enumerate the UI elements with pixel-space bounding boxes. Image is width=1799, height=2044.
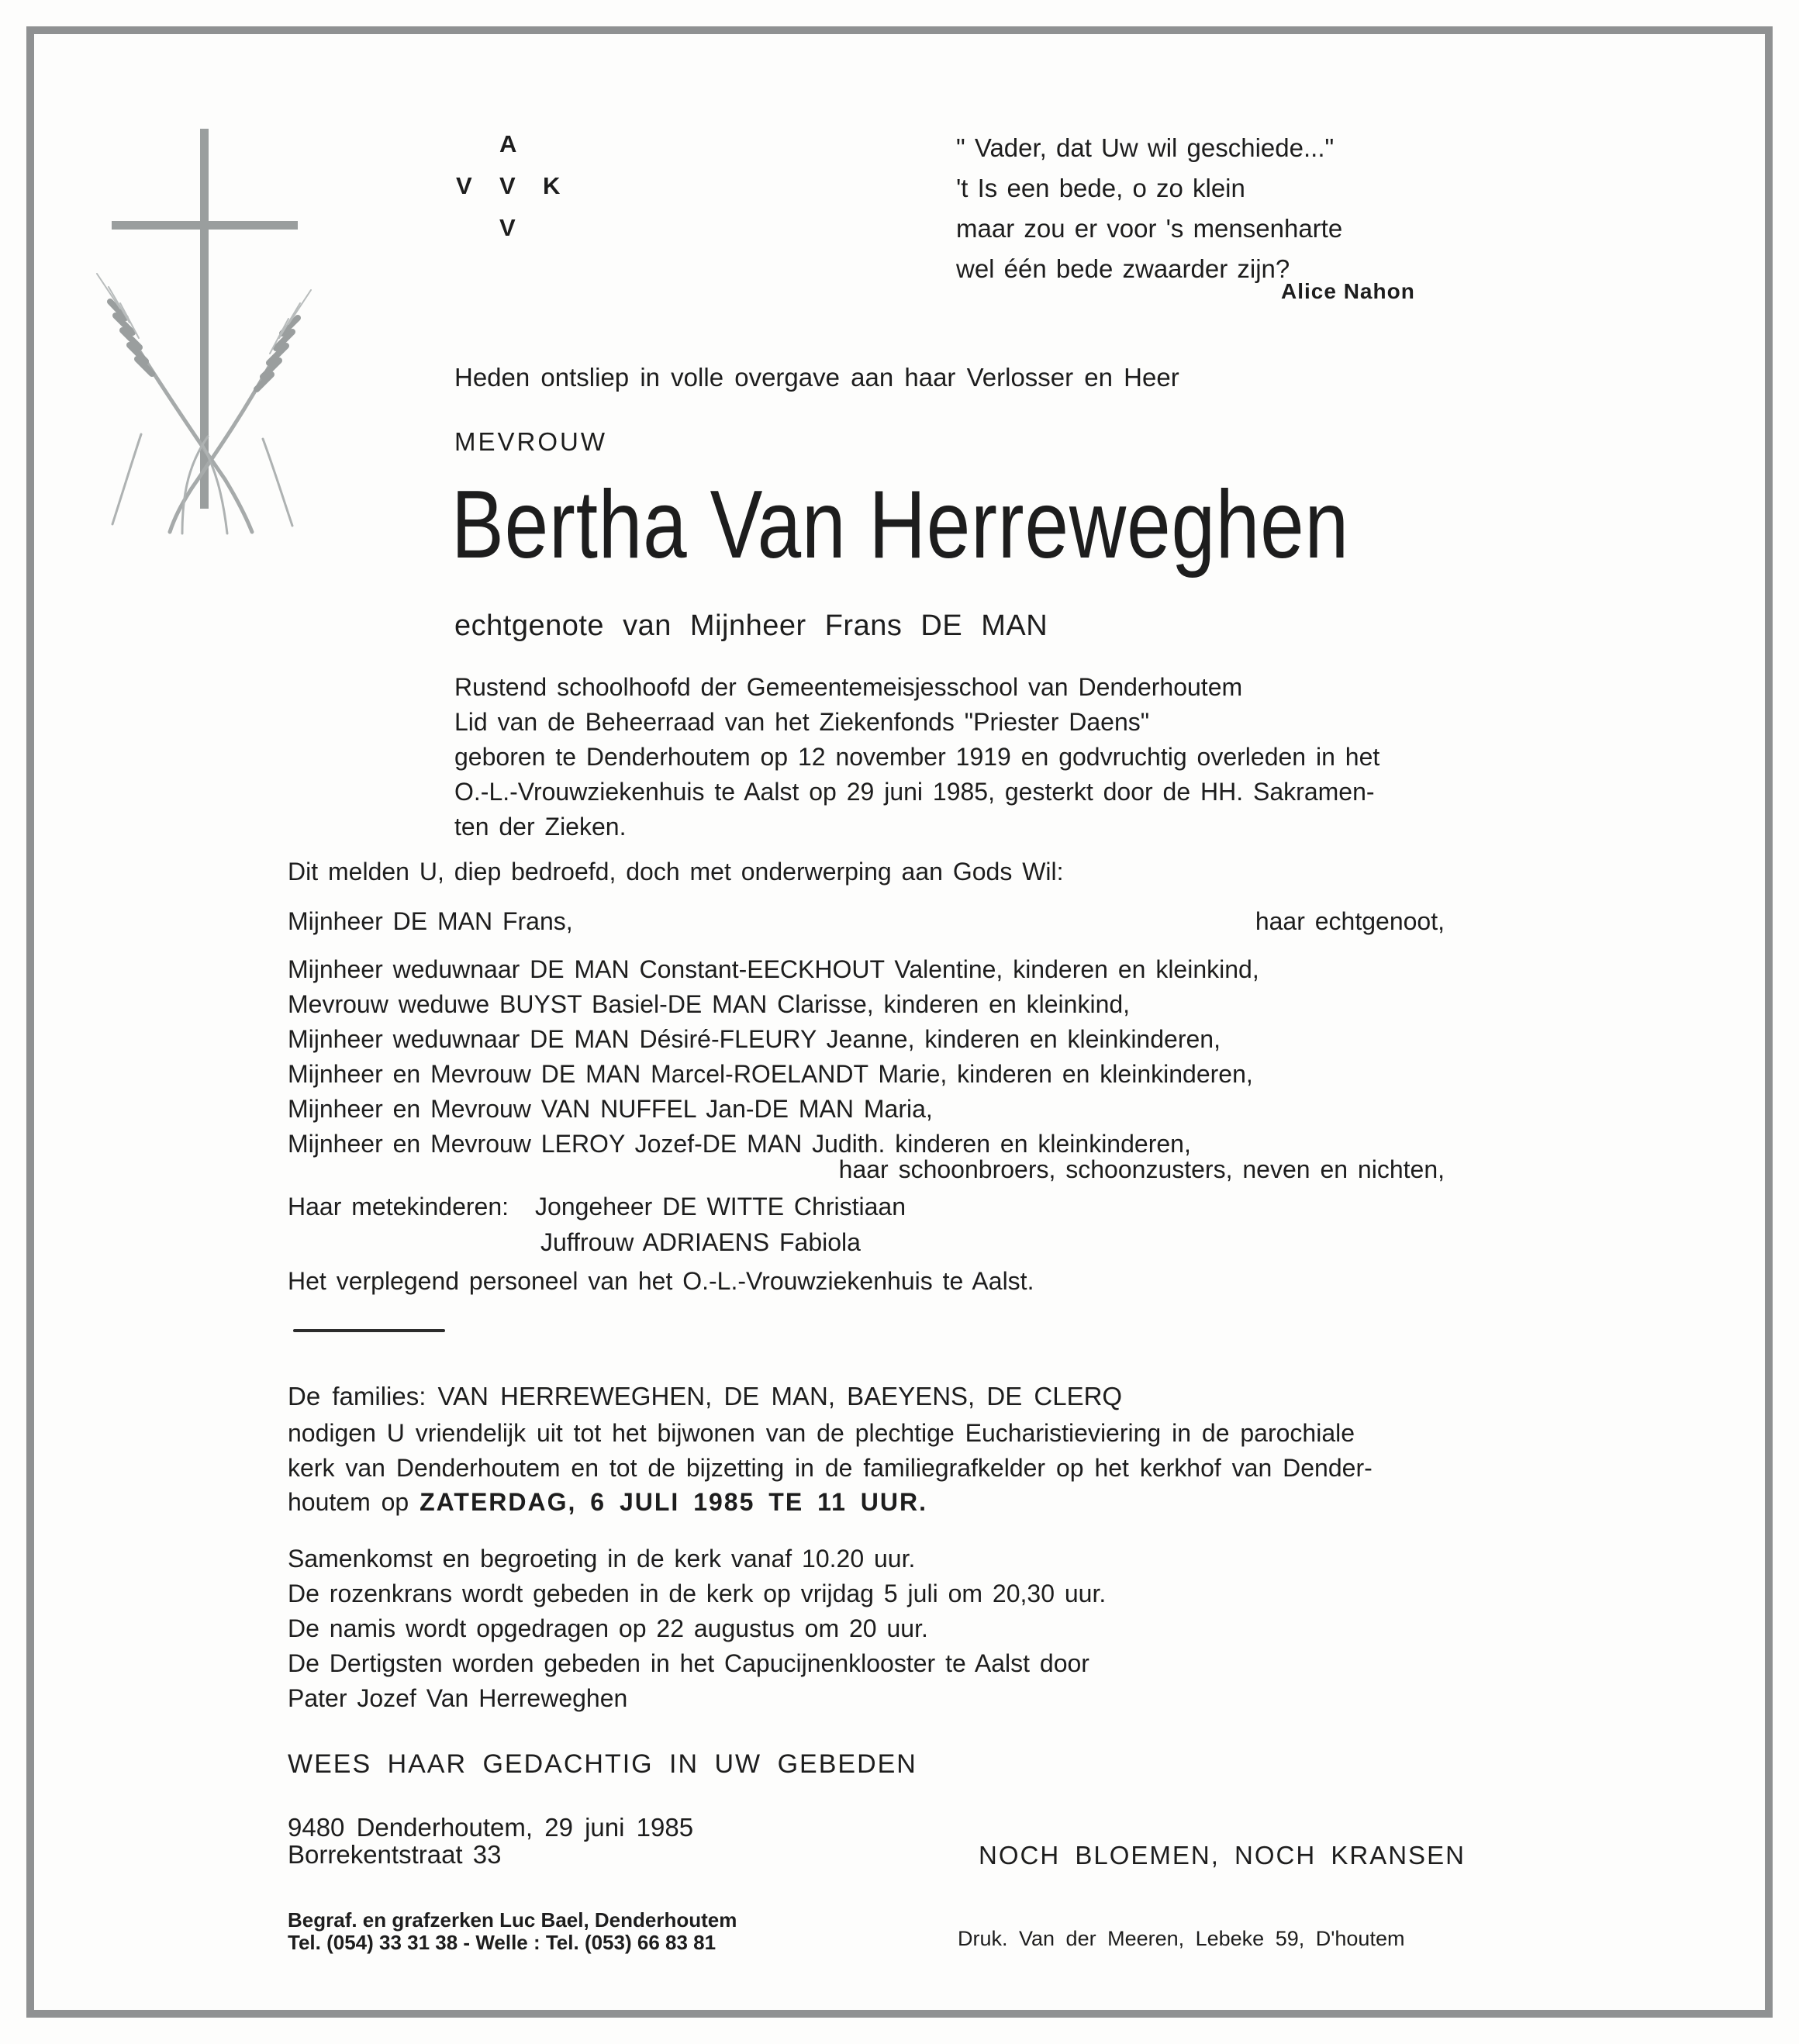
family-line: Mijnheer weduwnaar DE MAN Constant-EECKHOUT Valentine, kinderen en kleinkind, [288, 955, 1259, 983]
place-date-line: 9480 Denderhoutem, 29 juni 1985 [288, 1813, 694, 1842]
invitation-line-3-prefix: houtem op [288, 1488, 420, 1516]
invitation-line-2: kerk van Denderhoutem en tot de bijzetting in de familiegrafkelder op het kerkhof van Dender- [288, 1454, 1373, 1482]
avv-letter-v1: V [456, 172, 473, 199]
family-line: Mevrouw weduwe BUYST Basiel-DE MAN Clarisse, kinderen en kleinkind, [288, 990, 1131, 1018]
street-address-line: Borrekentstraat 33 [288, 1840, 502, 1869]
godchild-first: Jongeheer DE WITTE Christiaan [535, 1193, 906, 1221]
poem-line: wel één bede zwaarder zijn? [956, 254, 1290, 283]
schedule-lines [288, 1542, 1106, 1716]
avv-letter-k: K [543, 172, 561, 199]
bio-lines [454, 670, 1379, 844]
in-laws-line: haar schoonbroers, schoonzusters, neven en nichten, [838, 1155, 1445, 1183]
notice-lead: Dit melden U, diep bedroefd, doch met onderwerping aan Gods Wil: [288, 858, 1064, 886]
invitation-line-3 [288, 1490, 927, 1514]
poem-line: 't Is een bede, o zo klein [956, 174, 1245, 202]
section-divider [293, 1329, 445, 1332]
no-flowers-line: NOCH BLOEMEN, NOCH KRANSEN [979, 1841, 1466, 1870]
husband-relation: haar echtgenoot, [1255, 907, 1445, 935]
deceased-name: Bertha Van Herreweghen [451, 471, 1349, 578]
husband-row [288, 909, 1445, 934]
bio-line: Lid van de Beheerraad van het Ziekenfonds "Priester Daens" [454, 708, 1150, 736]
intro-line: Heden ontsliep in volle overgave aan haar Verlosser en Heer [454, 363, 1179, 392]
cross-and-wheat-icon [66, 115, 337, 537]
avv-letter-v2: V [499, 172, 516, 199]
family-line: Mijnheer en Mevrouw LEROY Jozef-DE MAN Judith. kinderen en kleinkinderen, [288, 1130, 1191, 1158]
families-line: De families: VAN HERREWEGHEN, DE MAN, BAEYENS, DE CLERQ [288, 1382, 1123, 1410]
funeral-datetime-bold: ZATERDAG, 6 JULI 1985 TE 11 UUR. [420, 1488, 927, 1516]
family-list [288, 952, 1259, 1162]
godchild-second: Juffrouw ADRIAENS Fabiola [540, 1228, 861, 1256]
printer-line: Druk. Van der Meeren, Lebeke 59, D'houtem [958, 1927, 1405, 1950]
schedule-line: Pater Jozef Van Herreweghen [288, 1684, 628, 1712]
poem-line: maar zou er voor 's mensenharte [956, 214, 1343, 243]
poem [956, 128, 1342, 289]
schedule-line: De namis wordt opgedragen op 22 augustus om 20 uur. [288, 1614, 928, 1642]
bio-line: geboren te Denderhoutem op 12 november 1919 en godvruchtig overleden in het [454, 743, 1380, 771]
bio-line: ten der Zieken. [454, 813, 627, 841]
family-line: Mijnheer en Mevrouw VAN NUFFEL Jan-DE MAN Maria, [288, 1095, 933, 1123]
husband-name: Mijnheer DE MAN Frans, [288, 907, 573, 935]
spouse-line: echtgenote van Mijnheer Frans DE MAN [454, 609, 1048, 642]
salutation-title: MEVROUW [454, 427, 607, 456]
schedule-line: De Dertigsten worden gebeden in het Capucijnenklooster te Aalst door [288, 1649, 1089, 1677]
godchildren-row [288, 1194, 906, 1219]
schedule-line: De rozenkrans wordt gebeden in de kerk op vrijdag 5 juli om 20,30 uur. [288, 1580, 1107, 1607]
invitation-line-1: nodigen U vriendelijk uit tot het bijwonen van de plechtige Eucharistieviering in de parochiale [288, 1419, 1355, 1447]
bio-line: Rustend schoolhoofd der Gemeentemeisjesschool van Denderhoutem [454, 673, 1243, 701]
godchildren-label: Haar metekinderen: [288, 1193, 509, 1221]
avv-letter-v3: V [499, 214, 516, 241]
avv-letter-a: A [499, 130, 518, 157]
family-line: Mijnheer en Mevrouw DE MAN Marcel-ROELANDT Marie, kinderen en kleinkinderen, [288, 1060, 1253, 1088]
schedule-line: Samenkomst en begroeting in de kerk vanaf 10.20 uur. [288, 1545, 916, 1573]
undertaker-block [288, 1909, 737, 1954]
undertaker-line-2: Tel. (054) 33 31 38 - Welle : Tel. (053) 66 83 81 [288, 1931, 716, 1954]
bio-line: O.-L.-Vrouwziekenhuis te Aalst op 29 juni 1985, gesterkt door de HH. Sakramen- [454, 778, 1375, 806]
hospital-staff-line: Het verplegend personeel van het O.-L.-Vrouwziekenhuis te Aalst. [288, 1267, 1034, 1295]
undertaker-line-1: Begraf. en grafzerken Luc Bael, Denderhoutem [288, 1908, 737, 1932]
poem-attribution: Alice Nahon [1281, 279, 1415, 303]
poem-line: " Vader, dat Uw wil geschiede..." [956, 133, 1335, 162]
family-line: Mijnheer weduwnaar DE MAN Désiré-FLEURY Jeanne, kinderen en kleinkinderen, [288, 1025, 1221, 1053]
memorial-exhortation: WEES HAAR GEDACHTIG IN UW GEBEDEN [288, 1749, 917, 1779]
